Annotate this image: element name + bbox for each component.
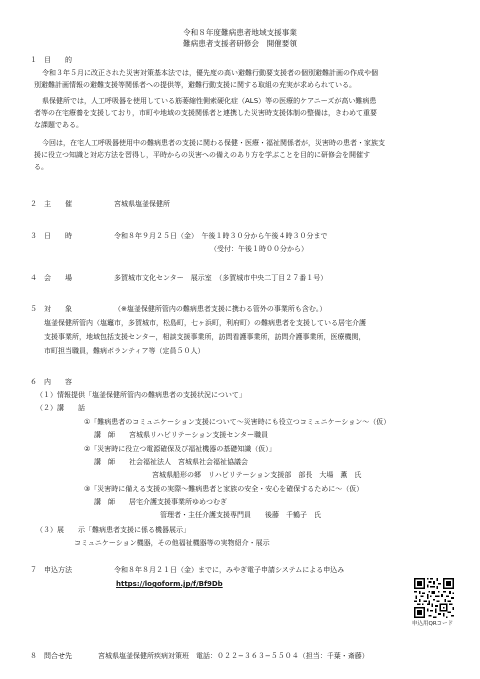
- qr-code-icon[interactable]: [414, 578, 454, 618]
- talk2-speaker1: 講 師 社会福祉法人 宮城県社会福祉協議会: [94, 458, 248, 466]
- datetime-value: 令和８年９月２５日（金） 午後１時３０分から午後４時３０分まで: [114, 232, 328, 240]
- target-line1: 塩釜保健所管内（塩竈市，多賀城市，松島町，七ヶ浜町，利府町）の難病患者を支援している居宅介護: [44, 319, 366, 327]
- venue-value: 多賀城市文化センター 展示室 （多賀城市中央二丁目２７番１号）: [114, 274, 328, 282]
- organizer-value: 宮城県塩釜保健所: [114, 200, 170, 208]
- content-item3-detail: コミュニケーション機器，その他福祉機器等の実物紹介・展示: [74, 539, 270, 547]
- section1-para2-line3: な課題である。: [34, 121, 83, 129]
- contact-value: 宮城県塩釜保健所疾病対策班 電話：０２２−３６３−５５０４（担当：千葉・斎藤）: [98, 652, 369, 660]
- qr-code-caption: 申込用QRコード: [412, 621, 454, 627]
- doc-title-line2: 難病患者支援者研修会 開催要領: [183, 39, 297, 48]
- section1-para3-line2: 援に役立つ知識と対応方法を習得し，平時からの災害への備えのあり方を学ぶことを目的に研修会を開催す: [34, 151, 370, 159]
- section5-heading: ５ 対 象: [30, 305, 72, 313]
- section3-heading: ３ 日 時: [30, 232, 72, 240]
- section1-para1-line2: 別避難計画情報の避難支援等関係者への提供等，避難行動支援に関する取組の充実が求められている。: [34, 81, 356, 89]
- talk1-title: ①「難病患者のコミュニケーション支援について〜災害時にも役立つコミュニケーション〜（仮）: [84, 418, 391, 426]
- section1-para3-line1: 今回は，在宅人工呼吸器使用中の難病患者の支援に関わる保健・医療・福祉関係者が，災害時の患者・家族支: [42, 139, 385, 147]
- talk2-title: ②「災害時に役立つ電源確保及び福祉機器の基礎知識（仮）」: [84, 445, 276, 453]
- talk3-speaker2: 管理者・主任介護支援専門員 後藤 千鶴子 氏: [160, 511, 321, 519]
- application-url-link[interactable]: https://logoform.jp/f/Bf9Db: [116, 580, 223, 588]
- section4-heading: ４ 会 場: [30, 274, 72, 282]
- section2-heading: ２ 主 催: [30, 200, 72, 208]
- section7-heading: ７ 申込方法: [30, 566, 72, 574]
- application-value: 令和８年８月２１日（金）までに，みやぎ電子申請システムによる申込み: [114, 566, 345, 574]
- talk1-speaker: 講 師 宮城県リハビリテーション支援センター職員: [94, 431, 269, 439]
- doc-title-line1: 令和８年度難病患者地域支援事業: [183, 28, 297, 37]
- target-note: （※塩釜保健所管内の難病患者支援に携わる管外の事業所も含む。）: [114, 305, 327, 313]
- content-item1: （１）情報提供「塩釜保健所管内の難病患者の支援状況について」: [36, 391, 246, 399]
- talk3-speaker1: 講 師 居宅介護支援事業所ゆめつむぎ: [94, 498, 227, 506]
- section1-heading: １ 目 的: [30, 56, 72, 64]
- content-item3: （３）展 示「難病患者支援に係る機器展示」: [36, 526, 190, 534]
- section6-heading: ６ 内 容: [30, 378, 72, 386]
- content-item2: （２）講 話: [36, 404, 85, 412]
- talk3-title: ③「災害時に備える支援の実際〜難病患者と家族の安全・安心を確保するために〜（仮）: [84, 485, 364, 493]
- target-line2: 支援事業所，地域包括支援センター，相談支援事業所，訪問看護事業所，訪問介護事業所，医療機関，: [44, 333, 366, 341]
- target-line3: 市町担当職員，難病ボランティア等（定員５０人）: [44, 347, 205, 355]
- section1-para3-line3: る。: [34, 163, 48, 171]
- section1-para2-line2: 者等の在宅療養を支援しており，市町や地域の支援関係者と連携した災害時支援体制の整備は，きわめて重要: [34, 109, 377, 117]
- section8-heading: ８ 問合せ先: [30, 652, 72, 660]
- reception-time: （受付：午後１時００分から）: [210, 245, 308, 253]
- talk2-speaker2: 宮城県船形の郷 リハビリテーション支援部 部長 大場 薫 氏: [152, 471, 362, 479]
- section1-para2-line1: 県保健所では，人工呼吸器を使用している筋萎縮性側索硬化症（ALS）等の医療的ケアニーズが高い難病患: [42, 97, 377, 105]
- section1-para1-line1: 令和３年５月に改正された災害対策基本法では，優先度の高い避難行動要支援者の個別避難計画の作成や個: [42, 69, 378, 77]
